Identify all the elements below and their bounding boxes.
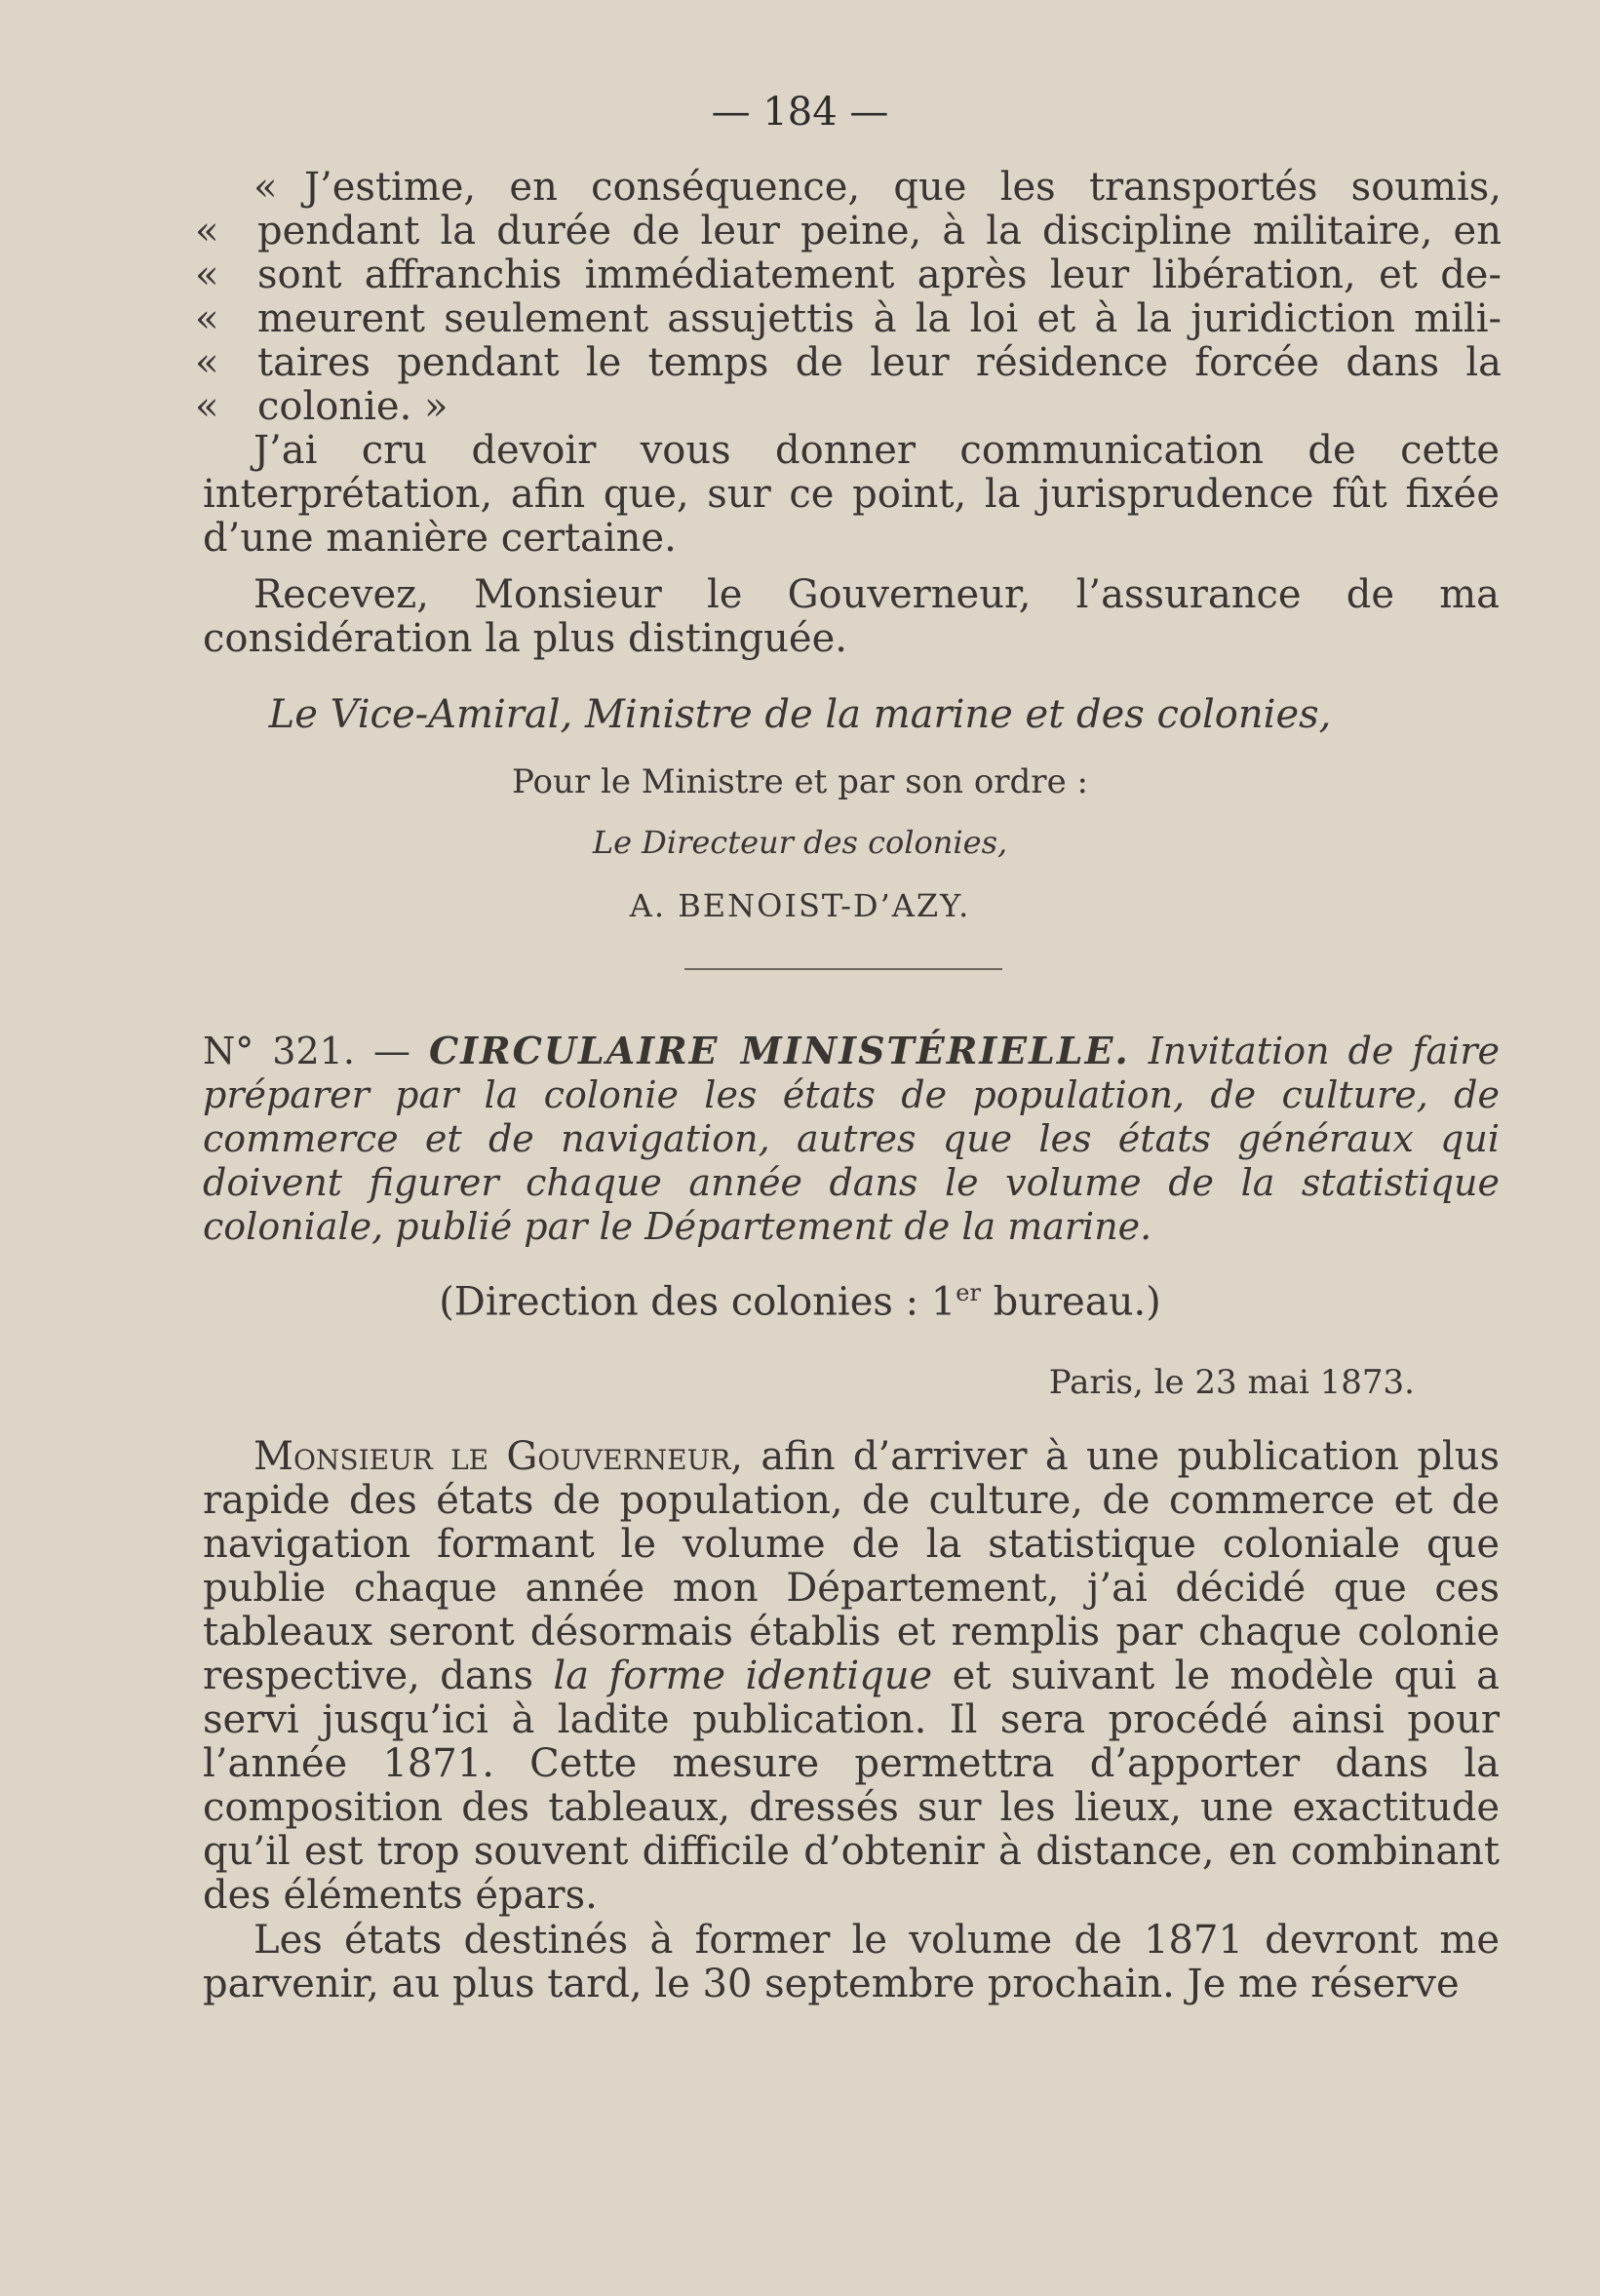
direction-bureau: bureau.) — [980, 1279, 1161, 1325]
circular-title: CIRCULAIRE MINISTÉRIELLE. — [429, 1029, 1130, 1072]
quote-line — [195, 166, 1502, 210]
quote-mark: « — [195, 209, 219, 253]
quote-mark: « — [195, 296, 219, 341]
section-divider — [684, 968, 1002, 970]
quote-mark: « — [195, 384, 219, 429]
signature-director: Le Directeur des colonies, — [592, 824, 1008, 861]
quote-mark: « — [195, 340, 219, 385]
quote-mark: « — [195, 253, 219, 297]
paragraph-recevez: Recevez, Monsieur le Gouverneur, l’assurance de ma considération la plus distinguée. — [203, 572, 1500, 661]
signature-name: A. BENOIST-D’AZY. — [629, 887, 971, 924]
signature-order: Pour le Ministre et par son ordre : — [512, 762, 1088, 801]
body-text-a: , afin d’arriver à une publication plus rapide des états de population, de culture, de commerce et de navigation formant le volume de la statistique coloniale que publie chaque année mon Département, j’ai décidé que ces tableaux seront désormais établis et remplis par chaque colonie respective, dans — [203, 1434, 1500, 1698]
direction-superscript: er — [956, 1279, 981, 1306]
body-paragraph-2: Les états destinés à former le volume de 1871 devront me parvenir, au plus tard, le 30 septembre prochain. Je me réserve — [203, 1918, 1500, 2006]
body-text-b: et suivant le modèle qui a servi jusqu’ici à ladite publication. Il sera procédé ainsi pour l’année 1871. Cette mesure permettra d’apporter dans la composition des tableaux, dressés sur les lieux, une exactitude qu’il est trop souvent difficile d’obtenir à distance, en combinant des éléments épars. — [203, 1654, 1501, 1918]
quote-line — [195, 253, 1502, 297]
quote-line — [195, 385, 1502, 429]
circular-direction — [0, 1279, 1600, 1324]
quote-line — [195, 297, 1502, 341]
page-number: — 184 — — [711, 90, 889, 135]
salutation: Monsieur le Gouverneur — [254, 1434, 731, 1479]
body-paragraph-1 — [203, 1435, 1500, 1918]
quote-text: taires pendant le temps de leur résidence forcée dans la — [257, 340, 1502, 385]
quote-text: colonie. » — [257, 384, 449, 429]
quote-line — [195, 341, 1502, 385]
quote-text: pendant la durée de leur peine, à la discipline militaire, en — [257, 209, 1502, 253]
quote-text: J’estime, en conséquence, que les transportés soumis, — [304, 165, 1502, 210]
circular-date: Paris, le 23 mai 1873. — [1048, 1363, 1415, 1402]
circular-number: N° 321. — — [203, 1030, 430, 1072]
signature-title: Le Vice-Amiral, Ministre de la marine et des colonies, — [268, 692, 1332, 737]
quote-mark: « — [254, 165, 278, 210]
body-emphasis: la forme identique — [553, 1654, 933, 1698]
circular-heading — [203, 1029, 1500, 1249]
direction-text: (Direction des colonies : 1 — [439, 1279, 956, 1325]
quote-text: sont affranchis immédiatement après leur libération, et de- — [257, 253, 1502, 297]
paragraph-communication: J’ai cru devoir vous donner communication de cette interprétation, afin que, sur ce point, la jurisprudence fût fixée d’une manière certaine. — [203, 428, 1500, 561]
quote-text: meurent seulement assujettis à la loi et à la juridiction mili- — [257, 296, 1502, 341]
circular-subject: Invitation de faire préparer par la colonie les états de population, de culture, de commerce et de navigation, autres que les états généraux qui doivent figurer chaque année dans le volume de la statistique coloniale, publié par le Département de la marine. — [203, 1030, 1500, 1248]
quote-line — [195, 210, 1502, 253]
